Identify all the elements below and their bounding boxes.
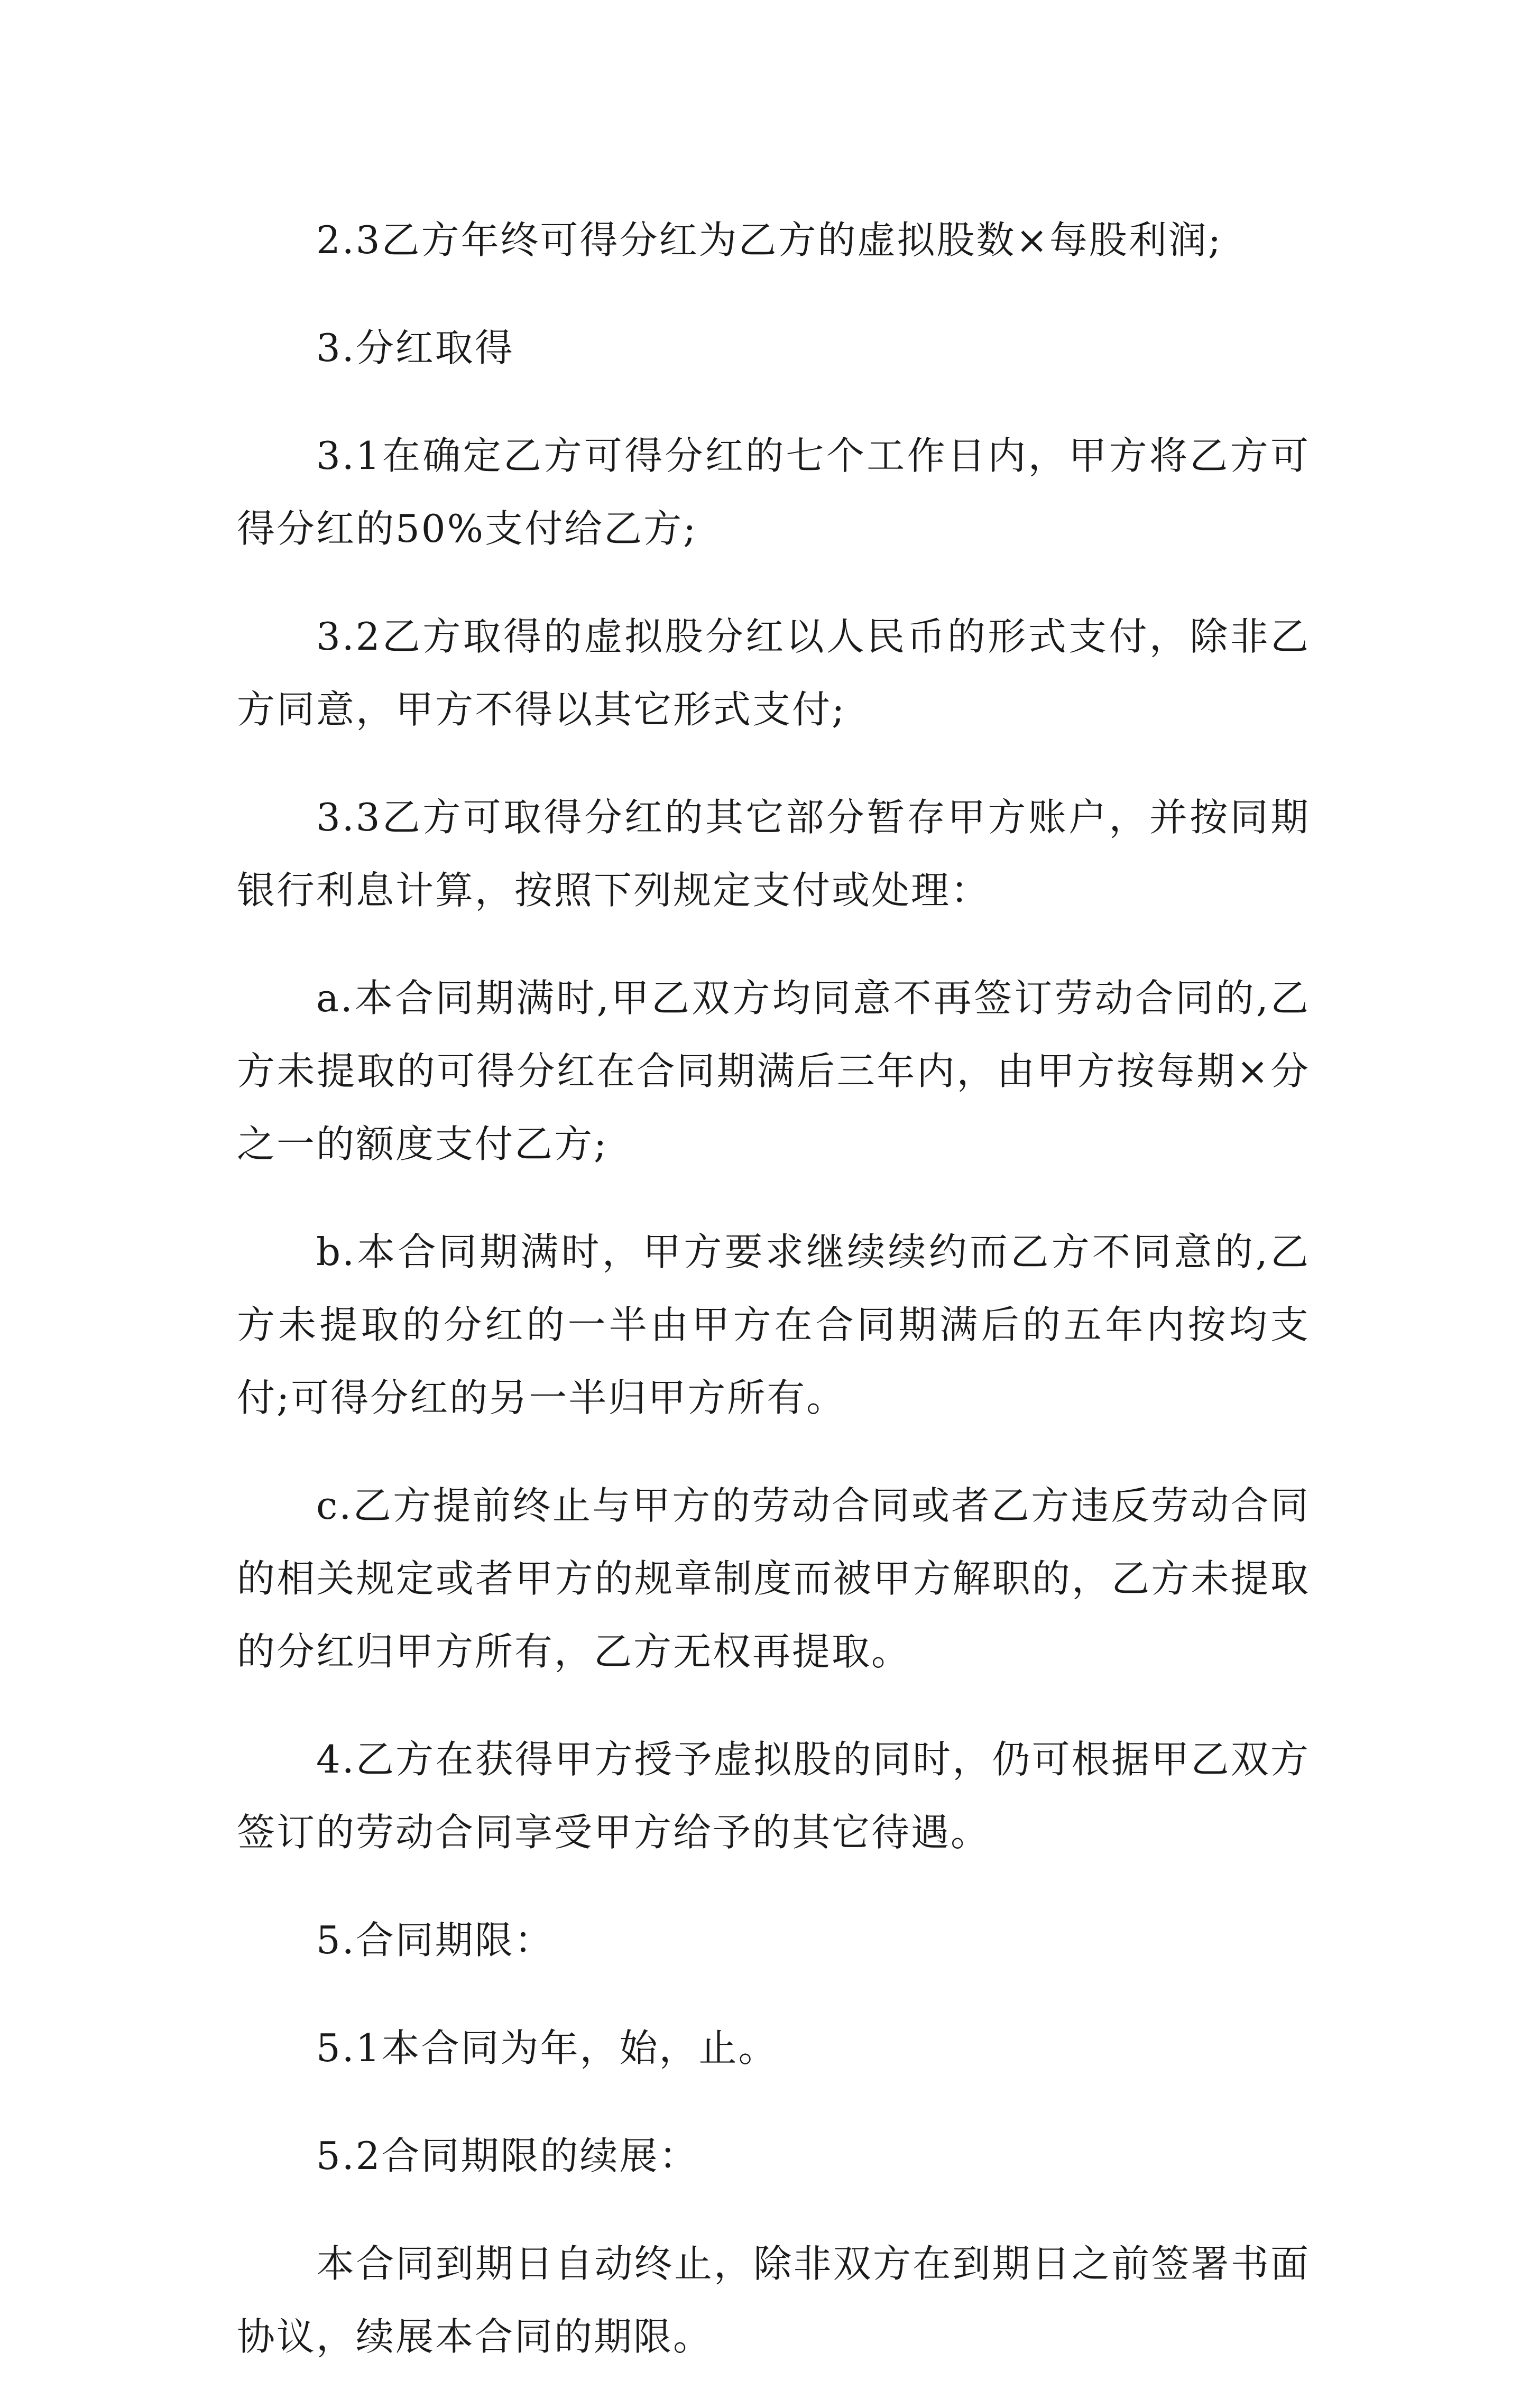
paragraph-closing: 本合同到期日自动终止，除非双方在到期日之前签署书面协议，续展本合同的期限。 [237,2241,1310,2359]
paragraph-5-heading: 5.合同期限： [316,1918,554,1962]
paragraph-item-b: b.本合同期满时，甲方要求继续续约而乙方不同意的,乙方未提取的分红的一半由甲方在合同期满后的五年内按均支付;可得分红的另一半归甲方所有。 [237,1230,1310,1420]
paragraph-2-3: 2.3乙方年终可得分红为乙方的虚拟股数×每股利润; [316,218,1223,262]
paragraph-item-a: a.本合同期满时,甲乙双方均同意不再签订劳动合同的,乙方未提取的可得分红在合同期满后三年内，由甲方按每期×分之一的额度支付乙方; [237,976,1310,1166]
paragraph-3-3: 3.3乙方可取得分红的其它部分暂存甲方账户，并按同期银行利息计算，按照下列规定支付或处理： [237,795,1310,912]
paragraph-5-2: 5.2合同期限的续展： [316,2134,699,2178]
paragraph-item-c: c.乙方提前终止与甲方的劳动合同或者乙方违反劳动合同的相关规定或者甲方的规章制度而被甲方解职的，乙方未提取的分红归甲方所有，乙方无权再提取。 [237,1483,1310,1674]
paragraph-3-2: 3.2乙方取得的虚拟股分红以人民币的形式支付，除非乙方同意，甲方不得以其它形式支付; [237,614,1310,732]
paragraph-3-1: 3.1在确定乙方可得分红的七个工作日内，甲方将乙方可得分红的50%支付给乙方; [237,433,1310,551]
document-body [237,204,1310,2408]
paragraph-5-1: 5.1本合同为年，始，止。 [316,2026,778,2070]
paragraph-4: 4.乙方在获得甲方授予虚拟股的同时，仍可根据甲乙双方签订的劳动合同享受甲方给予的其它待遇。 [237,1737,1310,1855]
paragraph-3-heading: 3.分红取得 [316,326,514,370]
